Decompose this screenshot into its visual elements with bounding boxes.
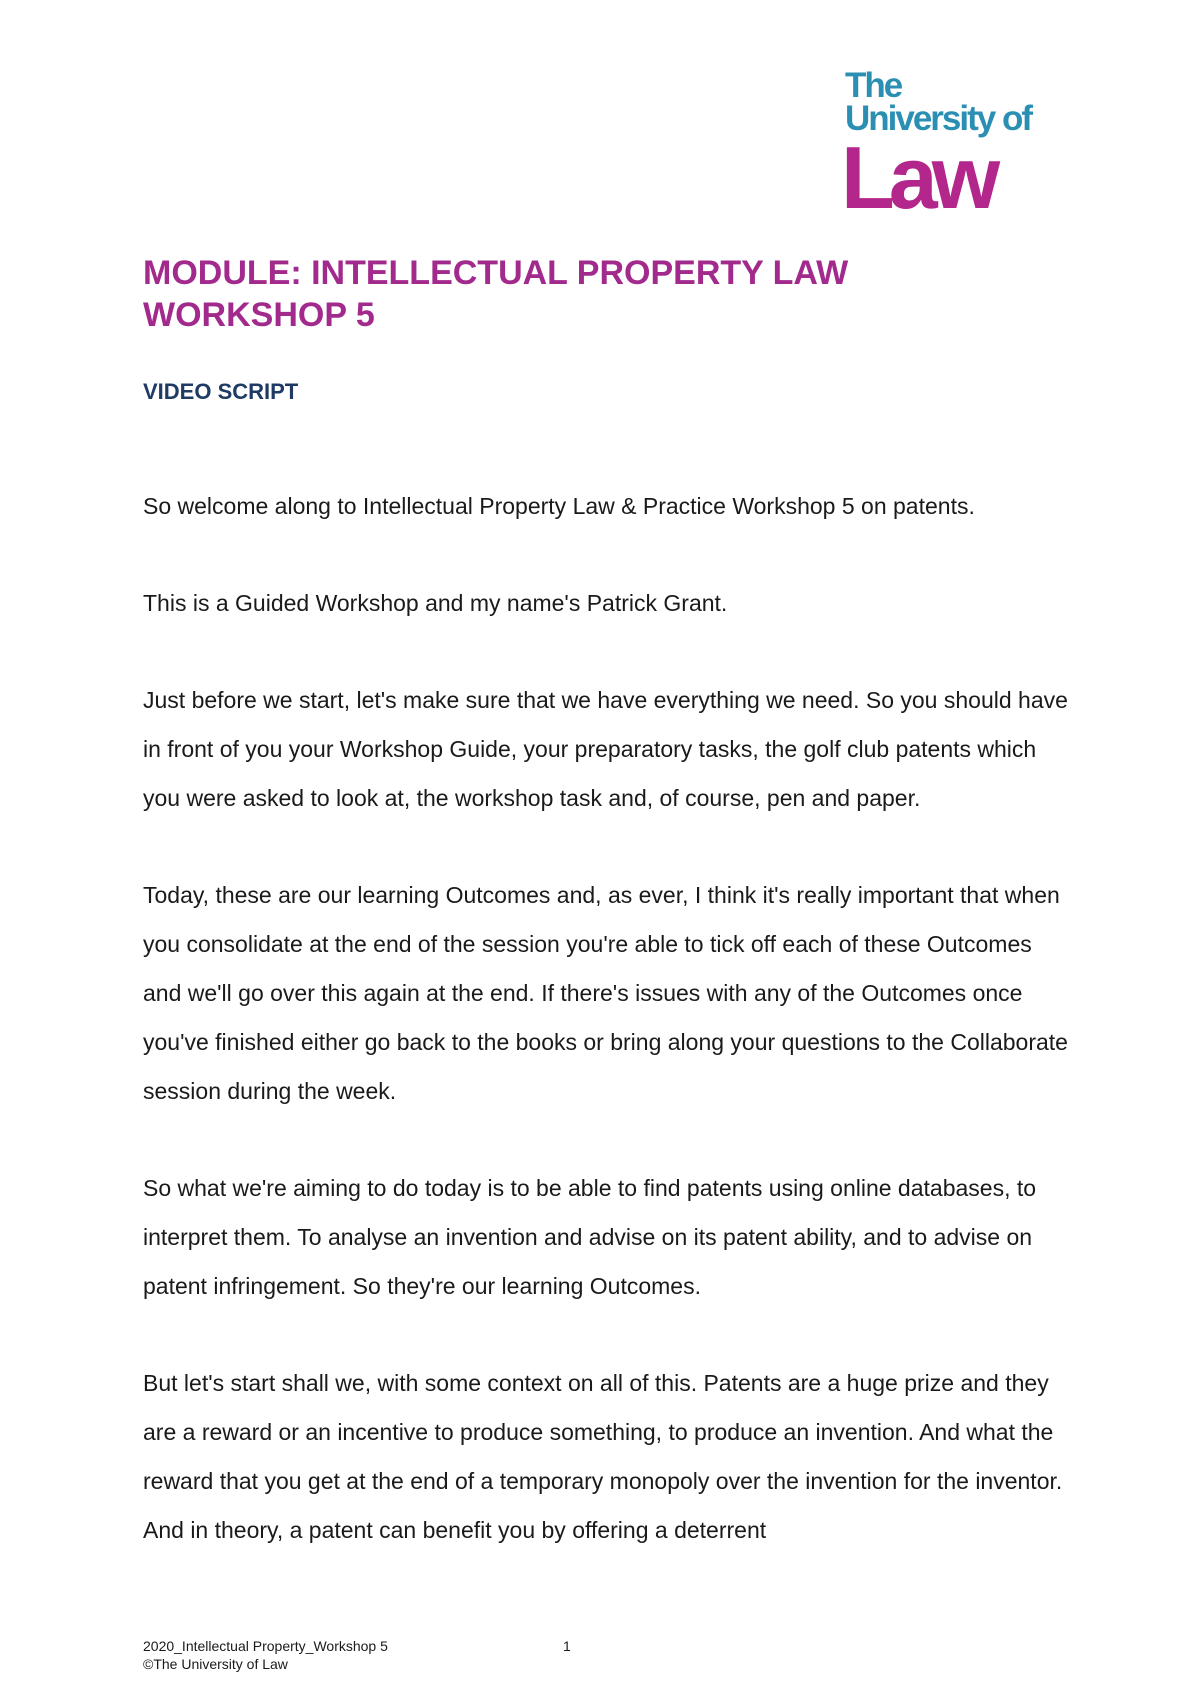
page-number: 1 [563, 1638, 571, 1654]
logo-text-the: The [845, 66, 902, 105]
video-script-body [143, 482, 1073, 1603]
university-logo [841, 66, 1055, 227]
title-line-module: MODULE: INTELLECTUAL PROPERTY LAW [143, 254, 849, 292]
script-paragraph: Today, these are our learning Outcomes and, as ever, I think it's really important that when you consolidate at the end of the session you're able to tick off each of these Outcomes and we'll go over this again at the end. If there's issues with any of the Outcomes once you've finished either go back to the books or bring along your questions to the Collaborate session during the week. [143, 882, 1068, 1104]
logo-text-university-of: University of [845, 99, 1031, 138]
script-paragraph: But let's start shall we, with some context on all of this. Patents are a huge prize and they are a reward or an incentive to produce something, to produce an invention. And what the reward that you get at the end of a temporary monopoly over the invention for the inventor. And in theory, a patent can benefit you by offering a deterrent [143, 1370, 1063, 1543]
script-paragraph: So what we're aiming to do today is to be able to find patents using online databases, to interpret them. To analyse an invention and advise on its patent ability, and to advise on patent infringement. So they're our learning Outcomes. [143, 1175, 1037, 1299]
logo-text-law: Law [841, 128, 995, 227]
footer-filename: 2020_Intellectual Property_Workshop 5 [143, 1638, 388, 1654]
section-subtitle: VIDEO SCRIPT [143, 379, 299, 404]
script-paragraph: So welcome along to Intellectual Property Law & Practice Workshop 5 on patents. [143, 493, 975, 519]
page-footer [143, 1637, 388, 1673]
footer-copyright: ©The University of Law [143, 1656, 288, 1672]
page-title [143, 252, 1043, 336]
script-paragraph: Just before we start, let's make sure that we have everything we need. So you should have in front of you your Workshop Guide, your preparatory tasks, the golf club patents which you were asked to look at, the workshop task and, of course, pen and paper. [143, 687, 1068, 811]
script-paragraph: This is a Guided Workshop and my name's Patrick Grant. [143, 590, 728, 616]
title-line-workshop: WORKSHOP 5 [143, 296, 375, 334]
